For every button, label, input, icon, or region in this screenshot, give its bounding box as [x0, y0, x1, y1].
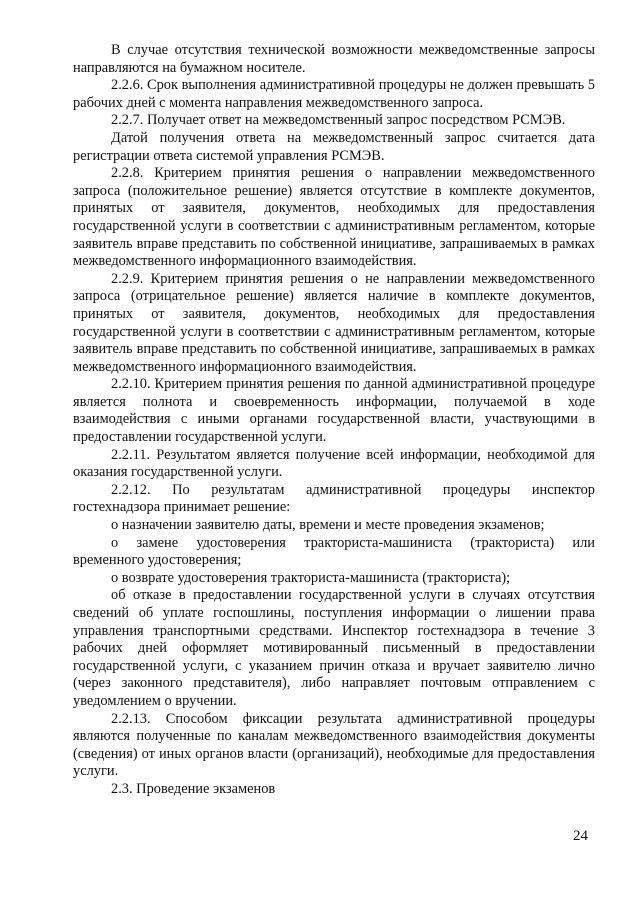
paragraph: 2.2.9. Критерием принятия решения о не направлении межведомственного запроса (отрицательное решение) является наличие в комплекте документов, принятых от заявителя, документов, необходимых для предоставления государственной услуги в соответствии с административным регламентом, которые заявитель вправе представить по собственной инициативе, запрашиваемых в рамках межведомственного информационного взаимодействия.: [73, 270, 595, 375]
list-item: о замене удостоверения тракториста-машиниста (тракториста) или временного удостоверения;: [73, 534, 595, 569]
paragraph: 2.2.6. Срок выполнения административной процедуры не должен превышать 5 рабочих дней с момента направления межведомственного запроса.: [73, 77, 595, 111]
list-item: об отказе в предоставлении государственной услуги в случаях отсутствия сведений об уплате госпошлины, поступления информации о лишении права управления транспортными средствами. Инспектор гостехнадзора в течение 3 рабочих дней оформляет мотивированный письменный в предоставлении государственной услуги, с указанием причин отказа и вручает заявителю лично (через законного представителя), либо направляет почтовым отправлением с уведомлением о вручении.: [73, 587, 595, 709]
list-item: о возврате удостоверения тракториста-машиниста (тракториста);: [111, 569, 511, 586]
document-body: [73, 42, 595, 799]
paragraph: 2.2.10. Критерием принятия решения по данной административной процедуре является полнота и своевременность информации, получаемой в ходе взаимодействия с иными органами государственной власти, участвующими в предоставлении государственной услуги.: [73, 376, 595, 446]
paragraph: 2.2.8. Критерием принятия решения о направлении межведомственного запроса (положительное решение) является отсутствие в комплекте документов, принятых от заявителя, документов, необходимых для предоставления государственной услуги в соответствии с административным регламентом, которые заявитель вправе представить по собственной инициативе, запрашиваемых в рамках межведомственного информационного взаимодействия.: [73, 165, 595, 270]
paragraph: 2.2.11. Результатом является получение всей информации, необходимой для оказания государственной услуги.: [73, 446, 595, 481]
list-item: о назначении заявителю даты, времени и месте проведения экзаменов;: [111, 517, 545, 534]
paragraph: Датой получения ответа на межведомственный запрос считается дата регистрации ответа системой управления РСМЭВ.: [73, 129, 595, 164]
paragraph: В случае отсутствия технической возможности межведомственные запросы направляются на бумажном носителе.: [73, 42, 595, 76]
page-number: 24: [573, 828, 588, 844]
paragraph: 2.2.12. По результатам административной процедуры инспектор гостехнадзора принимает решение:: [73, 481, 595, 516]
paragraph: 2.2.13. Способом фиксации результата административной процедуры являются полученные по каналам межведомственного взаимодействия документы (сведения) от иных органов власти (организаций), необходимые для предоставления услуги.: [73, 710, 595, 780]
paragraph: 2.2.7. Получает ответ на межведомственный запрос посредством РСМЭВ.: [111, 112, 566, 129]
section-heading: 2.3. Проведение экзаменов: [111, 780, 276, 797]
